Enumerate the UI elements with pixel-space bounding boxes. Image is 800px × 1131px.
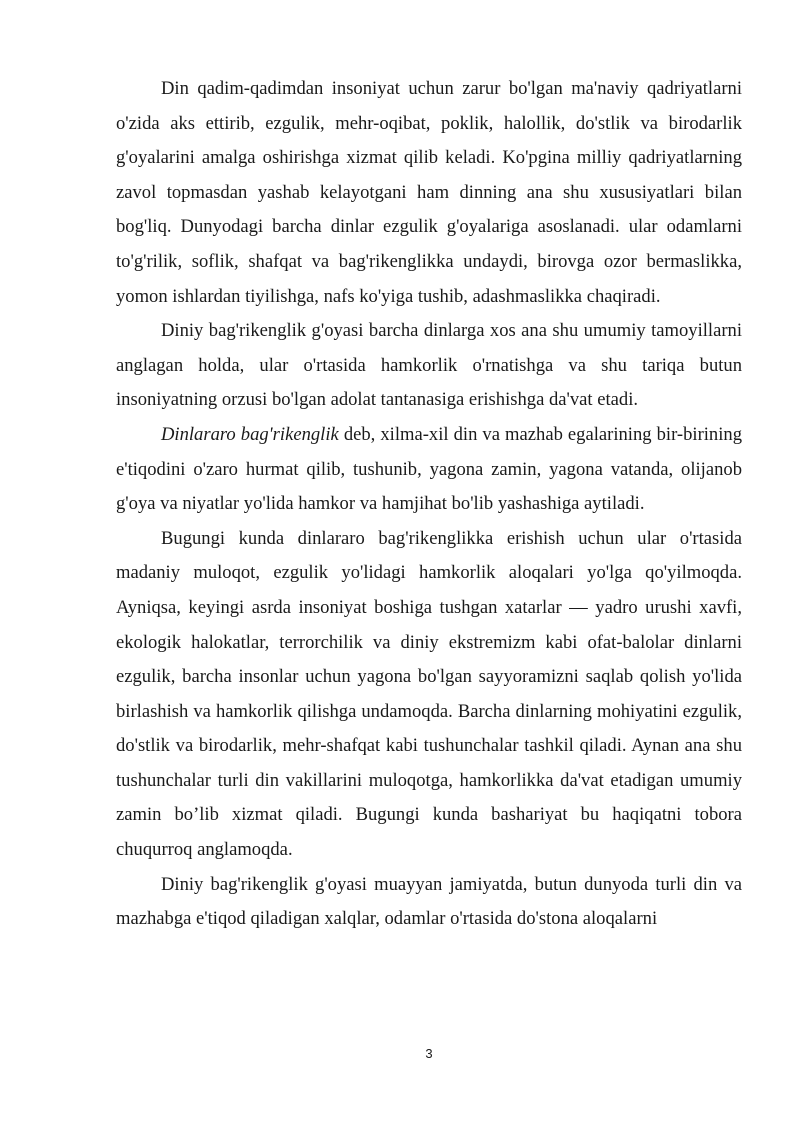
page-number: 3 <box>425 1046 433 1061</box>
italic-term: Dinlararo bag'rikenglik <box>161 423 339 445</box>
paragraph-1: Din qadim-qadimdan insoniyat uchun zarur bo'lgan ma'naviy qadriyatlarni o'zida aks ettirib, ezgulik, mehr-oqibat, poklik, halollik, do'stlik va birodarlik g'oyalarini amalga oshirishga xizmat qilib keladi. Ko'pgina milliy qadriyatlarning zavol topmasdan yashab kelayotgani ham dinning ana shu xususiyatlari bilan bog'liq. Dunyodagi barcha dinlar ezgulik g'oyalariga asoslanadi. ular odamlarni to'g'rilik, soflik, shafqat va bag'rikenglikka undaydi, birovga ozor bermaslikka, yomon ishlardan tiyilishga, nafs ko'yiga tushib, adashmaslikka chaqiradi. <box>116 78 742 307</box>
paragraph-4: Bugungi kunda dinlararo bag'rikenglikka erishish uchun ular o'rtasida madaniy muloqot, ezgulik yo'lidagi hamkorlik aloqalari yo'lga qo'yilmoqda. Ayniqsa, keyingi asrda insoniyat boshiga tushgan xatarlar — yadro urushi xavfi, ekologik halokatlar, terrorchilik va diniy ekstremizm kabi ofat-balolar dinlarni ezgulik, barcha insonlar uchun yagona bo'lgan sayyoramizni saqlab qolish yo'lida birlashish va hamkorlik qilishga undamoqda. Barcha dinlarning mohiyatini ezgulik, do'stlik va birodarlik, mehr-shafqat kabi tushunchalar tashkil qiladi. Aynan ana shu tushunchalar turli din vakillarini muloqotga, hamkorlikka da'vat etadigan umumiy zamin bo’lib xizmat qiladi. Bugungi kunda bashariyat bu haqiqatni tobora chuqurroq anglamoqda. <box>116 527 742 861</box>
document-body <box>116 72 742 937</box>
paragraph-3 <box>116 418 742 522</box>
paragraph-3-text: deb, xilma-xil din va mazhab egalarining bir-birining e'tiqodini o'zaro hurmat qilib, tushunib, yagona zamin, yagona vatanda, olijanob g'oya va niyatlar yo'lida hamkor va hamjihat bo'lib yashashiga aytiladi. <box>116 423 742 515</box>
paragraph-5: Diniy bag'rikenglik g'oyasi muayyan jamiyatda, butun dunyoda turli din va mazhabga e'tiqod qiladigan xalqlar, odamlar o'rtasida do'stona aloqalarni <box>116 873 742 930</box>
paragraph-2: Diniy bag'rikenglik g'oyasi barcha dinlarga xos ana shu umumiy tamoyillarni anglagan holda, ular o'rtasida hamkorlik o'rnatishga va shu tariqa butun insoniyatning orzusi bo'lgan adolat tantanasiga erishishga da'vat etadi. <box>116 320 742 411</box>
